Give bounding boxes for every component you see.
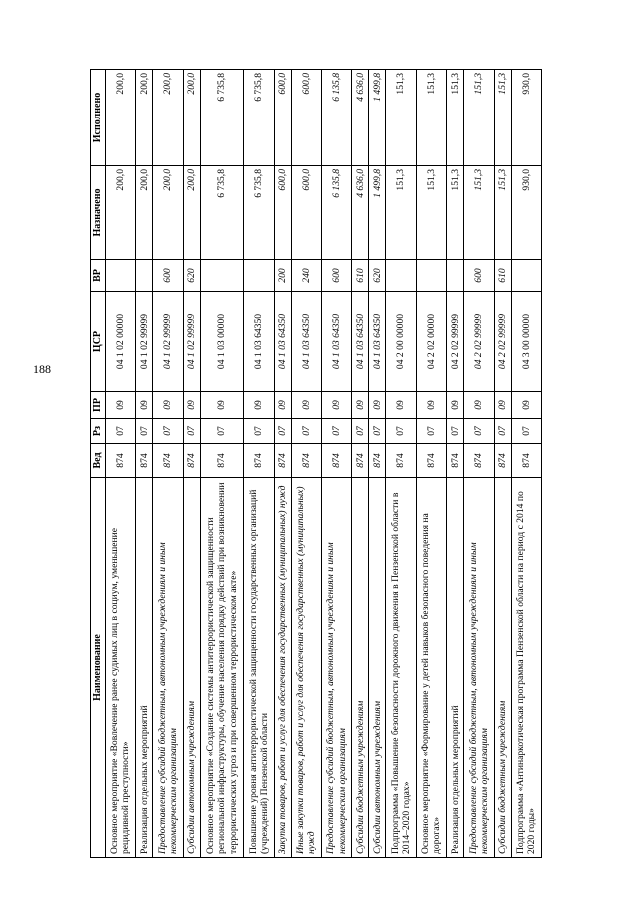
cell-name: Закупка товаров, работ и услуг для обеспечения государственных (муниципальных) нужд	[274, 478, 291, 858]
cell-naznacheno: 151,3	[464, 166, 494, 260]
cell-ved: 874	[244, 444, 274, 478]
table-body	[105, 70, 541, 858]
cell-naznacheno: 4 636,0	[352, 166, 369, 260]
table-row	[291, 70, 321, 858]
cell-pr: 09	[200, 392, 244, 419]
cell-ved: 874	[386, 444, 416, 478]
cell-name: Субсидии автономным учреждениям	[183, 478, 200, 858]
page-number: 188	[33, 362, 51, 376]
cell-csr: 04 1 02 00000	[105, 292, 135, 392]
cell-vr: 620	[369, 260, 386, 292]
cell-rz: 07	[291, 419, 321, 444]
cell-pr: 09	[464, 392, 494, 419]
cell-ispolneno: 600,0	[291, 70, 321, 166]
cell-name: Подпрограмма «Антинаркотическая программа Пензенской области на период с 2014 по 2020 годы»	[511, 478, 541, 858]
cell-pr: 09	[447, 392, 464, 419]
cell-ispolneno: 200,0	[105, 70, 135, 166]
table-row	[200, 70, 244, 858]
cell-pr: 09	[416, 392, 446, 419]
cell-vr: 610	[352, 260, 369, 292]
cell-csr: 04 1 03 64350	[244, 292, 274, 392]
cell-name: Предоставление субсидий бюджетным, автономным учреждениям и иным некоммерческим организациям	[322, 478, 352, 858]
cell-naznacheno: 930,0	[511, 166, 541, 260]
cell-naznacheno: 151,3	[447, 166, 464, 260]
cell-csr: 04 3 00 00000	[511, 292, 541, 392]
cell-vr	[386, 260, 416, 292]
cell-vr	[244, 260, 274, 292]
cell-csr: 04 1 03 64350	[352, 292, 369, 392]
table-row	[105, 70, 135, 858]
cell-ispolneno: 4 636,0	[352, 70, 369, 166]
cell-naznacheno: 600,0	[274, 166, 291, 260]
cell-ispolneno: 151,3	[416, 70, 446, 166]
cell-rz: 07	[153, 419, 183, 444]
cell-vr	[136, 260, 153, 292]
cell-ispolneno: 930,0	[511, 70, 541, 166]
header-ved: Вед	[91, 444, 106, 478]
cell-pr: 09	[183, 392, 200, 419]
cell-csr: 04 1 02 99999	[136, 292, 153, 392]
cell-pr: 09	[322, 392, 352, 419]
cell-ved: 874	[416, 444, 446, 478]
cell-name: Реализация отдельных мероприятий	[447, 478, 464, 858]
cell-ved: 874	[200, 444, 244, 478]
header-name: Наименование	[91, 478, 106, 858]
cell-ved: 874	[136, 444, 153, 478]
cell-ispolneno: 6 135,8	[322, 70, 352, 166]
cell-pr: 09	[291, 392, 321, 419]
cell-pr: 09	[511, 392, 541, 419]
budget-table	[90, 69, 542, 858]
cell-ispolneno: 151,3	[464, 70, 494, 166]
cell-ved: 874	[352, 444, 369, 478]
budget-table-wrapper	[90, 70, 542, 858]
cell-pr: 09	[153, 392, 183, 419]
cell-rz: 07	[105, 419, 135, 444]
cell-pr: 09	[369, 392, 386, 419]
cell-naznacheno: 200,0	[136, 166, 153, 260]
cell-ispolneno: 151,3	[447, 70, 464, 166]
cell-csr: 04 1 03 64350	[369, 292, 386, 392]
table-row	[136, 70, 153, 858]
cell-rz: 07	[447, 419, 464, 444]
cell-vr	[447, 260, 464, 292]
cell-ved: 874	[322, 444, 352, 478]
cell-naznacheno: 6 735,8	[244, 166, 274, 260]
table-row	[416, 70, 446, 858]
cell-pr: 09	[352, 392, 369, 419]
cell-vr: 240	[291, 260, 321, 292]
cell-ved: 874	[369, 444, 386, 478]
cell-naznacheno: 151,3	[386, 166, 416, 260]
header-csr: ЦСР	[91, 292, 106, 392]
table-row	[447, 70, 464, 858]
cell-ved: 874	[153, 444, 183, 478]
cell-vr: 610	[494, 260, 511, 292]
header-ispolneno: Исполнено	[91, 70, 106, 166]
cell-rz: 07	[464, 419, 494, 444]
header-rz: Рз	[91, 419, 106, 444]
cell-vr	[200, 260, 244, 292]
cell-csr: 04 1 03 64350	[322, 292, 352, 392]
cell-name: Основное мероприятие «Вовлечение ранее судимых лиц в социум, уменьшение рецидивной преступности»	[105, 478, 135, 858]
table-row	[464, 70, 494, 858]
cell-csr: 04 1 03 00000	[200, 292, 244, 392]
cell-naznacheno: 6 735,8	[200, 166, 244, 260]
table-row	[183, 70, 200, 858]
cell-ved: 874	[447, 444, 464, 478]
table-header-row	[91, 70, 106, 858]
cell-ved: 874	[511, 444, 541, 478]
cell-ispolneno: 200,0	[183, 70, 200, 166]
header-naznacheno: Назначено	[91, 166, 106, 260]
cell-ved: 874	[464, 444, 494, 478]
header-vr: ВР	[91, 260, 106, 292]
cell-naznacheno: 200,0	[183, 166, 200, 260]
cell-ispolneno: 600,0	[274, 70, 291, 166]
table-row	[322, 70, 352, 858]
cell-vr: 200	[274, 260, 291, 292]
cell-csr: 04 1 03 64350	[274, 292, 291, 392]
cell-csr: 04 2 02 00000	[416, 292, 446, 392]
cell-pr: 09	[244, 392, 274, 419]
cell-ispolneno: 151,3	[494, 70, 511, 166]
table-row	[369, 70, 386, 858]
cell-ved: 874	[183, 444, 200, 478]
cell-rz: 07	[416, 419, 446, 444]
cell-csr: 04 1 03 64350	[291, 292, 321, 392]
cell-rz: 07	[494, 419, 511, 444]
cell-rz: 07	[136, 419, 153, 444]
cell-vr	[105, 260, 135, 292]
table-row	[153, 70, 183, 858]
cell-vr: 600	[464, 260, 494, 292]
cell-csr: 04 2 02 99999	[447, 292, 464, 392]
cell-naznacheno: 151,3	[494, 166, 511, 260]
cell-naznacheno: 151,3	[416, 166, 446, 260]
cell-rz: 07	[369, 419, 386, 444]
cell-pr: 09	[386, 392, 416, 419]
cell-pr: 09	[274, 392, 291, 419]
cell-ispolneno: 200,0	[153, 70, 183, 166]
cell-ispolneno: 1 499,8	[369, 70, 386, 166]
cell-vr	[511, 260, 541, 292]
cell-vr: 600	[322, 260, 352, 292]
cell-name: Повышение уровня антитеррористической защищенности государственных организаций (учреждений) Пензенской области	[244, 478, 274, 858]
cell-ved: 874	[291, 444, 321, 478]
cell-name: Субсидии бюджетным учреждениям	[352, 478, 369, 858]
header-pr: ПР	[91, 392, 106, 419]
table-row	[352, 70, 369, 858]
cell-vr	[416, 260, 446, 292]
cell-naznacheno: 200,0	[153, 166, 183, 260]
cell-name: Предоставление субсидий бюджетным, автономным учреждениям и иным некоммерческим организациям	[464, 478, 494, 858]
cell-name: Основное мероприятие «Формирование у детей навыков безопасного поведения на дорогах»	[416, 478, 446, 858]
table-row	[386, 70, 416, 858]
cell-rz: 07	[183, 419, 200, 444]
cell-name: Иные закупки товаров, работ и услуг для обеспечения государственных (муниципальных) нужд	[291, 478, 321, 858]
cell-pr: 09	[136, 392, 153, 419]
cell-vr: 620	[183, 260, 200, 292]
cell-naznacheno: 200,0	[105, 166, 135, 260]
cell-rz: 07	[322, 419, 352, 444]
cell-csr: 04 1 02 99999	[183, 292, 200, 392]
cell-rz: 07	[200, 419, 244, 444]
cell-ispolneno: 6 735,8	[200, 70, 244, 166]
cell-rz: 07	[274, 419, 291, 444]
cell-csr: 04 1 02 99999	[153, 292, 183, 392]
cell-rz: 07	[244, 419, 274, 444]
cell-name: Реализация отдельных мероприятий	[136, 478, 153, 858]
cell-ispolneno: 200,0	[136, 70, 153, 166]
table-row	[494, 70, 511, 858]
cell-name: Предоставление субсидий бюджетным, автономным учреждениям и иным некоммерческим организациям	[153, 478, 183, 858]
cell-rz: 07	[511, 419, 541, 444]
cell-ved: 874	[105, 444, 135, 478]
cell-rz: 07	[386, 419, 416, 444]
cell-csr: 04 2 02 99999	[464, 292, 494, 392]
cell-csr: 04 2 02 99999	[494, 292, 511, 392]
cell-name: Субсидии автономным учреждениям	[369, 478, 386, 858]
cell-naznacheno: 1 499,8	[369, 166, 386, 260]
cell-ved: 874	[274, 444, 291, 478]
table-row	[511, 70, 541, 858]
cell-name: Субсидии бюджетным учреждениям	[494, 478, 511, 858]
cell-rz: 07	[352, 419, 369, 444]
table-row	[274, 70, 291, 858]
cell-vr: 600	[153, 260, 183, 292]
cell-ispolneno: 151,3	[386, 70, 416, 166]
cell-ved: 874	[494, 444, 511, 478]
cell-pr: 09	[105, 392, 135, 419]
cell-csr: 04 2 00 00000	[386, 292, 416, 392]
cell-pr: 09	[494, 392, 511, 419]
cell-naznacheno: 600,0	[291, 166, 321, 260]
cell-ispolneno: 6 735,8	[244, 70, 274, 166]
cell-name: Подпрограмма «Повышение безопасности дорожного движения в Пензенской области в 2014–2020 годах»	[386, 478, 416, 858]
cell-name: Основное мероприятие «Создание системы антитеррористической защищенности региональной инфраструктуры, обучение населения порядку действий при возникновении террористических угроз и при совершенном террористическом акте»	[200, 478, 244, 858]
cell-naznacheno: 6 135,8	[322, 166, 352, 260]
table-row	[244, 70, 274, 858]
